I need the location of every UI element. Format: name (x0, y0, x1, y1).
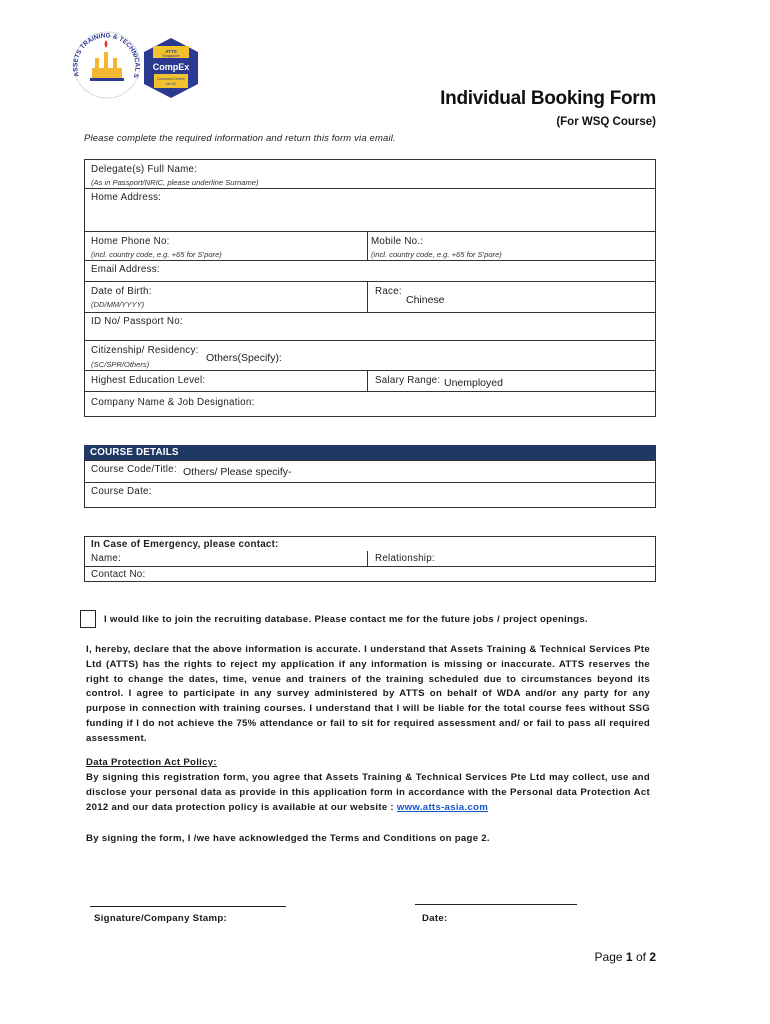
course-date-label: Course Date: (91, 486, 152, 497)
signature-label: Signature/Company Stamp: (94, 913, 228, 924)
race-label: Race: (375, 286, 402, 297)
signature-line (90, 906, 286, 907)
course-details-header: COURSE DETAILS (84, 445, 656, 460)
page-current: 1 (625, 950, 633, 964)
page-number (560, 950, 656, 964)
dp-title: Data Protection Act Policy: (86, 757, 217, 768)
home-phone-hint: (incl. country code, e.g. +65 for S'pore) (91, 250, 222, 259)
mobile-hint: (incl. country code, e.g. +65 for S'pore) (371, 250, 502, 259)
relationship-label: Relationship: (375, 553, 435, 564)
intro-text: Please complete the required information and return this form via email. (84, 133, 396, 144)
dp-text: By signing this registration form, you agree that Assets Training & Technical Services Pte Ltd may collect, use and disclose your personal data as provide in this application form in accordance with the Personal data Protection Act 2012 and our data protection policy is available at our website : (86, 772, 650, 813)
declaration-text: I, hereby, declare that the above information is accurate. I understand that Assets Training & Technical Services Pte Ltd (ATTS) has the rights to reject my application if any information is missing or inaccurate. ATTS reserves the right to change the dates, time, venue and trainers of the training scheduled due to circumstances beyond its control. I agree to participate in any survey administered by ATTS on behalf of WDA and/or any party for any purpose in connection with training courses. I understand that I will be liable for the total course fees without SSG funding if I do not achieve the 75% attendance or fail to sit for required assessment and/ or fail to pass all required assessment. (86, 644, 650, 744)
dp-paragraph (86, 771, 650, 815)
svg-text:ASSETS TRAINING & TECHNICAL SE: ASSETS TRAINING & TECHNICAL S (72, 32, 141, 79)
course-code-value[interactable]: Others/ Please specify- (183, 466, 292, 478)
mobile-label: Mobile No.: (371, 236, 424, 247)
emergency-contact-label: Contact No: (91, 569, 146, 580)
course-code-label: Course Code/Title: (91, 464, 177, 475)
emergency-name-label: Name: (91, 553, 122, 564)
full-name-hint: (As in Passport/NRIC, please underline Surname) (91, 178, 259, 187)
date-line (415, 904, 577, 905)
svg-text:Singapore: Singapore (162, 54, 180, 58)
company-logo (70, 28, 144, 102)
svg-text:No.02: No.02 (165, 82, 177, 86)
race-value[interactable]: Chinese (406, 294, 445, 306)
terms-text: By signing the form, I /we have acknowledged the Terms and Conditions on page 2. (86, 833, 490, 844)
email-label: Email Address: (91, 264, 160, 275)
recruit-checkbox[interactable] (80, 610, 96, 628)
form-title: Individual Booking Form (440, 88, 656, 109)
home-address-label: Home Address: (91, 192, 162, 203)
dob-hint: (DD/MM/YYYY) (91, 300, 145, 309)
salary-value[interactable]: Unemployed (444, 377, 503, 389)
svg-text:ATTS: ATTS (165, 49, 177, 54)
citizenship-hint: (SC/SPR/Others) (91, 360, 150, 369)
date-label: Date: (422, 913, 448, 924)
salary-label: Salary Range: (375, 375, 441, 386)
page-prefix: Page (594, 950, 623, 964)
compex-badge (140, 36, 202, 100)
home-phone-label: Home Phone No: (91, 236, 170, 247)
svg-text:CompEx: CompEx (152, 62, 190, 72)
education-label: Highest Education Level: (91, 375, 206, 386)
page-total: 2 (649, 950, 656, 964)
form-subtitle: (For WSQ Course) (556, 116, 656, 128)
page-of: of (635, 950, 646, 964)
full-name-label: Delegate(s) Full Name: (91, 164, 198, 175)
citizenship-value[interactable]: Others(Specify): (206, 352, 282, 364)
company-label: Company Name & Job Designation: (91, 397, 255, 408)
recruit-text: I would like to join the recruiting database. Please contact me for the future jobs / project openings. (104, 614, 589, 625)
id-label: ID No/ Passport No: (91, 316, 183, 327)
citizenship-label: Citizenship/ Residency: (91, 345, 199, 356)
emergency-header: In Case of Emergency, please contact: (91, 539, 279, 550)
svg-text:Licensed Centre: Licensed Centre (157, 77, 185, 81)
website-link[interactable]: www.atts-asia.com (396, 801, 489, 813)
dob-label: Date of Birth: (91, 286, 152, 297)
